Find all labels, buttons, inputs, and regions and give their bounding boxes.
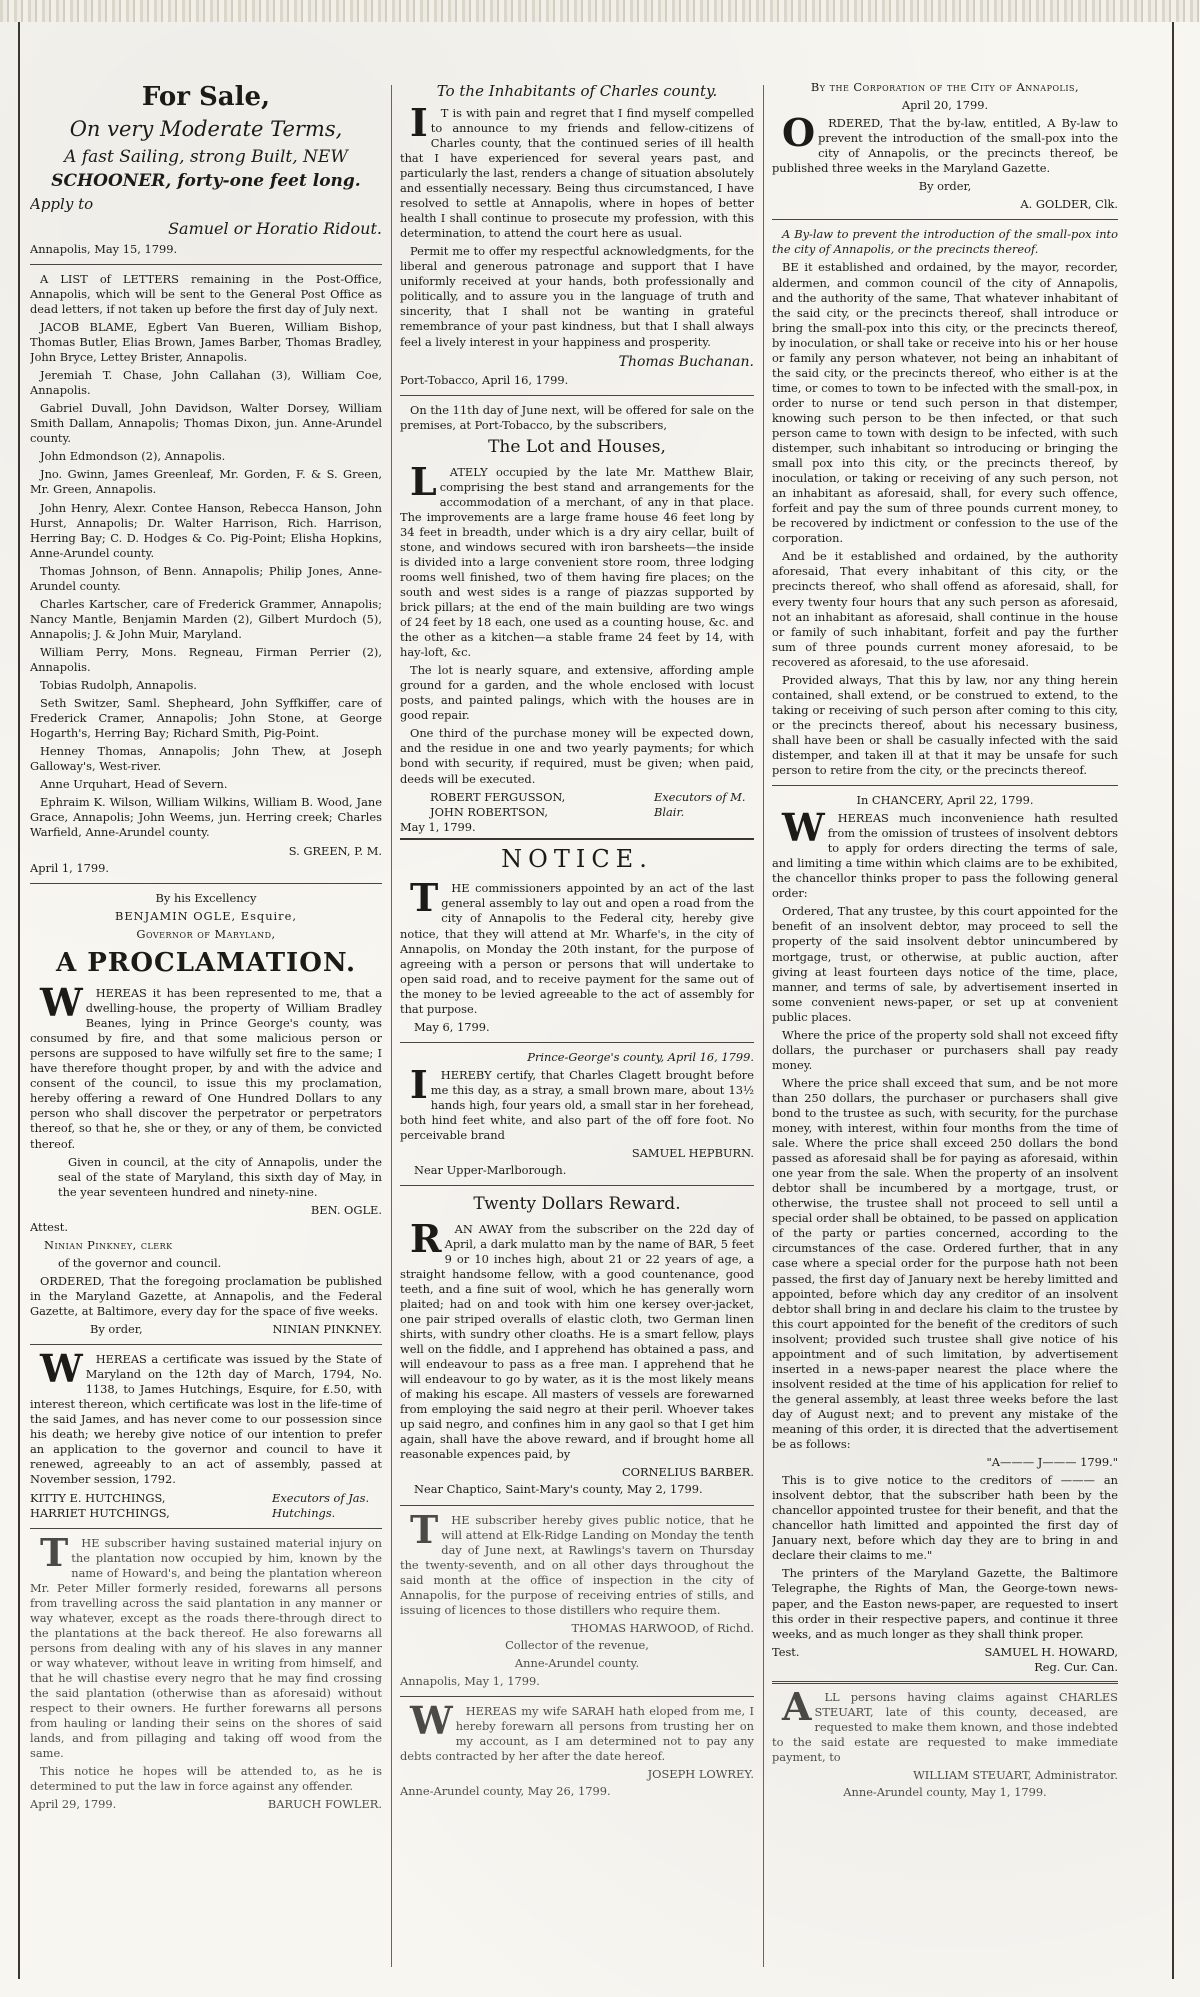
- steuart-notice: [772, 1683, 1118, 1800]
- reward-body: RAN AWAY from the subscriber on the 22d day of April, a dark mulatto man by the name of BAR, 5 feet 9 or 10 inches high, about 21 or 22 years of age, a straight handsome fellow, with a good countenance, good teeth, and a fine suit of wool, which he has generally worn plaited; had on and took with him one kersey over-jacket, one pair striped overalls of elastic cloth, two German linen shirts, with sundry other cloaths. He is a smart fellow, plays well on the fiddle, and I apprehend has obtained a pass, and will endeavour to pass as a free man. I apprehend that he will endeavour to go by water, as it is the most likely means of making his escape. All masters of vessels are forewarned from employing the said negro at their peril. Whoever takes up said negro, and confines him in any gaol so that I get him again, shall have the above reward, and if brought home all reasonable expences paid, by: [400, 1215, 754, 1462]
- lot-date: May 1, 1799.: [400, 819, 476, 834]
- buchanan-date: Port-Tobacco, April 16, 1799.: [400, 373, 569, 388]
- bylaw-section: And be it established and ordained, by the authority aforesaid, That every inhabitant of this city, or the precincts thereof, who shall offend as aforesaid, shall, for every twenty four hours that any such person as aforesaid, not an inhabitant as aforesaid, shall continue in the house or family of such inhabitant, forfeit and pay the further sum of three pounds current money aforesaid, to be recovered as aforesaid, to the use aforesaid.: [772, 549, 1118, 669]
- proclamation-clerk-role: of the governor and council.: [58, 1255, 222, 1270]
- chancery-paragraph: Where the price of the property sold shall not exceed fifty dollars, the purchaser or purchasers shall pay ready money.: [772, 1027, 1118, 1072]
- chancery-order: [772, 793, 1118, 1675]
- bylaw-title: A By-law to prevent the introduction of the small-pox into the city of Annapolis, or the precincts thereof.: [772, 227, 1118, 257]
- letters-entry: William Perry, Mons. Regneau, Firman Perrier (2), Annapolis.: [30, 644, 382, 674]
- letters-entry: JACOB BLAME, Egbert Van Bueren, William Bishop, Thomas Butler, Elias Brown, James Barber, Thomas Bradley, John Bryce, Lettey Brister, Annapolis.: [30, 320, 382, 365]
- proclamation-title: A PROCLAMATION.: [55, 947, 357, 978]
- corporation-heading: By the Corporation of the City of Annapolis,: [810, 80, 1080, 94]
- chancery-paragraph: Where the price shall exceed that sum, and be not more than 250 dollars, the purchaser or purchasers shall give bond to the trustee as such, with security, for the purchase money, with interest, within four months from the time of sale. Where the price shall exceed 250 dollars the bond passed as aforesaid shall be for paying as aforesaid, within one year from the sale. When the property of an insolvent debtor shall be incumbered by a mortgage, trust, or otherwise, the trustee shall not proceed to sell until a special order shall be obtained, to be passed on application of the party or parties concerned, according to the circumstances of the case. Ordered further, that in any case where a special order for the purpose hath not been passed, the first day of January next be hereby limitted and appointed, before which day any creditor of an insolvent debtor shall bring in and declare his claim to the trustee by this court appointed for the benefit of the creditors of such insolvent; provided such trustee shall give notice of his appointment and of such limitation, by advertisement inserted in a news-paper nearest the place where the insolvent resided at the time of his application for relief to the general assembly, at least three weeks before the last day of August next; and to prevent any mistake of the meaning of this order, it is directed that the advertisement be as follows:: [772, 1075, 1118, 1452]
- buchanan-heading: To the Inhabitants of Charles county.: [436, 82, 718, 100]
- buchanan-body: IT is with pain and regret that I find myself compelled to announce to my friends and fellow-citizens of Charles county, that the continued series of ill health that I have experienced for several years past, and particularly the last, renders a change of situation absolutely and essentially necessary. Being thus circumstanced, I have resolved to settle at Annapolis, where in hopes of better health I shall continue to prosecute my profession, with this determination, to attend the court here as usual.: [400, 99, 754, 241]
- for-sale-ad: [30, 80, 382, 257]
- harwood-signer: THOMAS HARWOOD, of Richd.: [571, 1620, 754, 1635]
- proclamation-body: WHEREAS it has been represented to me, that a dwelling-house, the property of William Bradley Beanes, lying in Prince George's county, was consumed by fire, and that some malicious person or persons are supposed to have wilfully set fire to the same; I have therefore thought proper, by and with the advice and consent of the council, to issue this my proclamation, hereby offering a reward of One Hundred Dollars to any person who shall discover the perpetrator or perpetrators thereof, so that he, she or they, or any of them, be convicted thereof.: [30, 980, 382, 1151]
- harwood-body: THE subscriber hereby gives public notice, that he will attend at Elk-Ridge Landing on Monday the tenth day of June next, at Rawlings's tavern on Thursday the twenty-seventh, and on all other days throughout the said month at the office of inspection in the city of Annapolis, for the purpose of receiving entries of stills, and issuing of licences to those distillers who require them.: [400, 1506, 754, 1617]
- chancery-body: WHEREAS much inconvenience hath resulted from the omission of trustees of insolvent debtors to apply for orders directing the terms of sale, and limiting a time within which claims are to be exhibited, the chancellor thinks proper to pass the following general order:: [772, 805, 1118, 901]
- hepburn-signer: SAMUEL HEPBURN.: [631, 1146, 754, 1161]
- hutchings-notice: [30, 1346, 382, 1521]
- letters-signer: S. GREEN, P. M.: [288, 843, 382, 858]
- chancery-role: Reg. Cur. Can.: [1034, 1659, 1118, 1674]
- steuart-signer: WILLIAM STEUART, Administrator.: [913, 1767, 1118, 1782]
- column-rule: [391, 85, 392, 1967]
- road-notice: [400, 838, 754, 1035]
- letters-entry: Seth Switzer, Saml. Shepheard, John Syffkiffer, care of Frederick Cramer, Annapolis; John Stone, at George Hogarth's, Herring Bay; Richard Smith, Pig-Point.: [30, 696, 382, 741]
- ad-schooner: SCHOONER, forty-one feet long.: [51, 171, 361, 192]
- chancery-form-body: This is to give notice to the creditors of ——— an insolvent debtor, that the subscriber hath been by the chancellor appointed trustee for their benefit, and that the chancellor hath limitted and appointed the first day of January next, before which day they are to bring in and declare their claims to me.": [772, 1473, 1118, 1563]
- proclamation-by-order: By order,: [90, 1322, 143, 1337]
- buchanan-body2: Permit me to offer my respectful acknowledgments, for the liberal and generous patronage and support that I have uniformly received at your hands, both professionally and politically, and to assure you in the language of truth and sincerity, that I shall not be wanting in grateful remembrance of your past kindness, but that I shall always feel a lively interest in your happiness and prosperity.: [400, 244, 754, 349]
- proclamation-ordered: ORDERED, That the foregoing proclamation be published in the Maryland Gazette, at Annapolis, and the Federal Gazette, at Baltimore, every day for the space of five weeks.: [30, 1273, 382, 1318]
- letters-entry: Charles Kartscher, care of Frederick Grammer, Annapolis; Nancy Mantle, Benjamin Marden (2), Gilbert Murdoch (5), Annapolis; J. & John Muir, Maryland.: [30, 596, 382, 641]
- chancery-ordered: Ordered, That any trustee, by this court appointed for the benefit of an insolvent debtor, may proceed to sell the property of the said insolvent debtor unincumbered by mortgage, trust, or otherwise, at public auction, after giving at least fourteen days notice of the time, place, manner, and terms of sale, by advertisement inserted in some convenient news-paper, or set up at convenient public places.: [772, 904, 1118, 1024]
- hepburn-dateline: Prince-George's county, April 16, 1799.: [527, 1049, 754, 1064]
- proclamation-clerk: Ninian Pinkney, clerk: [44, 1237, 173, 1252]
- ad-terms: On very Moderate Terms,: [69, 117, 343, 142]
- hepburn-notice: [400, 1050, 754, 1178]
- lot-body: LATELY occupied by the late Mr. Matthew Blair, comprising the best stand and arrangements for the accommodation of a merchant, of any in that place. The improvements are a large frame house 46 feet long by 34 feet in breadth, under which is a dry airy cellar, built of stone, and windows secured with iron barsheets—the inside is divided into a large convenient store room, three lodging rooms well finished, two of them having fire places; on the south and west sides is a range of piazzas supported by brick pillars; at the end of the main building are two wings of 24 feet by 18 each, one used as a counting house, &c. and the other as a kitchen—a stable frame 24 feet by 14, with hay-loft, &c.: [400, 458, 754, 660]
- lowrey-body: WHEREAS my wife SARAH hath eloped from me, I hereby forewarn all persons from trusting her on my account, as I am determined not to pay any debts contracted by her after the date hereof.: [400, 1698, 754, 1764]
- column-left: [30, 80, 382, 1967]
- lot-body2: The lot is nearly square, and extensive, affording ample ground for a garden, and the whole enclosed with locust posts, and painted palings, which with the houses are in good repair.: [400, 663, 754, 723]
- letters-entry: Henney Thomas, Annapolis; John Thew, at Joseph Galloway's, West-river.: [30, 744, 382, 774]
- lowrey-date: Anne-Arundel county, May 26, 1799.: [400, 1784, 611, 1799]
- lot-intro: On the 11th day of June next, will be offered for sale on the premises, at Port-Tobacco, by the subscribers,: [400, 403, 754, 433]
- proclamation-given: Given in council, at the city of Annapolis, under the seal of the state of Maryland, this sixth day of May, in the year seventeen hundred and ninety-nine.: [58, 1154, 382, 1199]
- harwood-county: Anne-Arundel county.: [514, 1655, 640, 1670]
- letters-entry: John Edmondson (2), Annapolis.: [40, 449, 226, 464]
- proclamation-signer: BEN. OGLE.: [310, 1202, 382, 1217]
- fowler-body: THE subscriber having sustained material injury on the plantation now occupied by him, known by the name of Howard's, and being the plantation whereon Mr. Peter Miller formerly resided, forewarns all persons from travelling across the said plantation in any manner or way whatever, except as the roads there-through direct to the plantations at the back thereof. He also forewarns all persons from dealing with any of his slaves in any manner or way whatever, without leave in writing from himself, and that he will chastise every negro that he may find crossing the said plantation (otherwise than as aforesaid) without respect to their owners. He further forewarns all persons from hauling or landing their seins on the shores of said lands, and from pillaging and taking off wood from the same.: [30, 1529, 382, 1761]
- ad-names: Samuel or Horatio Ridout.: [168, 218, 382, 238]
- corporation-body: ORDERED, That the by-law, entitled, A By-law to prevent the introduction of the small-pox into the city of Annapolis, or the precincts thereof, be published three weeks in the Maryland Gazette.: [772, 110, 1118, 176]
- bylaw-section: Provided always, That this by law, nor any thing herein contained, shall extend, or be construed to extend, to the taking or receiving of such person after coming to this city, or the precincts thereof, about his necessary business, shall have been or shall be casually infected with the said distemper, and taken ill at that it may be unsafe for such person to retire from the city, or the precincts thereof.: [772, 672, 1118, 778]
- hutchings-signer: HARRIET HUTCHINGS,: [30, 1505, 170, 1520]
- buchanan-signer: Thomas Buchanan.: [618, 353, 754, 370]
- letters-entry: Thomas Johnson, of Benn. Annapolis; Philip Jones, Anne-Arundel county.: [30, 563, 382, 593]
- letters-intro: A LIST of LETTERS remaining in the Post-Office, Annapolis, which will be sent to the General Post Office as dead letters, if not taken up before the first day of July next.: [30, 271, 382, 316]
- scan-edge: [0, 0, 1200, 22]
- proclamation-by: By his Excellency: [155, 890, 257, 905]
- letters-date: April 1, 1799.: [30, 860, 109, 875]
- proclamation-name: BENJAMIN OGLE, Esquire,: [115, 908, 297, 923]
- proclamation-office: Governor of Maryland,: [136, 926, 276, 941]
- chancery-signer: SAMUEL H. HOWARD,: [984, 1644, 1118, 1659]
- buchanan-notice: [400, 82, 754, 388]
- lot-signer: JOHN ROBERTSON,: [430, 804, 548, 819]
- lowrey-signer: JOSEPH LOWREY.: [647, 1767, 754, 1782]
- reward-title: Twenty Dollars Reward.: [473, 1194, 681, 1215]
- hepburn-place: Near Upper-Marlborough.: [414, 1163, 567, 1178]
- notice-title: NOTICE.: [400, 838, 754, 876]
- harwood-notice: [400, 1506, 754, 1690]
- ad-apply: Apply to: [30, 194, 94, 213]
- ad-dateline: Annapolis, May 15, 1799.: [30, 241, 178, 256]
- corporation-signer: A. GOLDER, Clk.: [1020, 197, 1118, 212]
- harwood-date: Annapolis, May 1, 1799.: [400, 1673, 540, 1688]
- letters-entry: Anne Urquhart, Head of Severn.: [40, 777, 228, 792]
- lot-body3: One third of the purchase money will be expected down, and the residue in one and two yearly payments; for which bond with security, if required, must be given; when paid, deeds will be executed.: [400, 726, 754, 786]
- corporation-bylaw: [772, 80, 1118, 778]
- letters-entry: John Henry, Alexr. Contee Hanson, Rebecca Hanson, John Hurst, Annapolis; Dr. Walter Harrison, Rich. Harrison, Herring Bay; C. D. Hodges & Co. Pig-Point; Elisha Hopkins, Anne-Arundel county.: [30, 500, 382, 560]
- reward-notice: [400, 1193, 754, 1497]
- harwood-role: Collector of the revenue,: [505, 1637, 649, 1652]
- corporation-by-order: By order,: [918, 179, 972, 194]
- letters-entry: Jno. Gwinn, James Greenleaf, Mr. Gorden, F. & S. Green, Mr. Green, Annapolis.: [30, 467, 382, 497]
- proclamation-order-signer: NINIAN PINKNEY.: [272, 1322, 382, 1337]
- chancery-form-date: "A——— J——— 1799.": [986, 1455, 1118, 1470]
- hutchings-role: Executors of Jas. Hutchings.: [272, 1490, 370, 1520]
- fowler-signer: BARUCH FOWLER.: [267, 1797, 382, 1812]
- notice-body: THE commissioners appointed by an act of the last general assembly to lay out and open a road from the city of Annapolis to the Federal city, hereby give notice, that they will attend at Mr. Wharfe's, in the city of Annapolis, on Monday the 20th instant, for the purpose of agreeing with a person or persons that will undertake to open said road, and to receive payment for the same out of the money to be levied agreeable to the act of assembly for that purpose.: [400, 875, 754, 1016]
- corporation-date: April 20, 1799.: [901, 98, 989, 113]
- chancery-printers: The printers of the Maryland Gazette, the Baltimore Telegraphe, the Rights of Man, the George-town news-paper, and the Easton news-paper, are requested to insert this order in their respective papers, and continue it three weeks, and as much longer as they shall think proper.: [772, 1566, 1118, 1641]
- letters-entry: Ephraim K. Wilson, William Wilkins, William B. Wood, Jane Grace, Annapolis; John Weems, jun. Herring creek; Charles Warfield, Anne-Arundel county.: [30, 795, 382, 840]
- lot-sale: [400, 403, 754, 835]
- ad-description: A fast Sailing, strong Built, NEW: [64, 147, 348, 168]
- reward-place: Near Chaptico, Saint-Mary's county, May 2, 1799.: [414, 1482, 703, 1497]
- fowler-notice: [30, 1529, 382, 1813]
- lot-title: The Lot and Houses,: [488, 437, 666, 458]
- letters-entry: Tobias Rudolph, Annapolis.: [40, 678, 197, 693]
- hutchings-body: WHEREAS a certificate was issued by the State of Maryland on the 12th day of March, 1794, No. 1138, to James Hutchings, Esquire, for £.50, with interest thereon, which certificate was lost in the life-time of the said James, and has never come to our possession since his death; we hereby give notice of our intention to prefer an application to the governor and council to have it renewed, agreeably to an act of assembly, passed at November session, 1792.: [30, 1346, 382, 1487]
- chancery-test: Test.: [772, 1644, 800, 1659]
- notice-date: May 6, 1799.: [414, 1019, 490, 1034]
- fowler-date: April 29, 1799.: [30, 1797, 117, 1812]
- chancery-heading: In CHANCERY, April 22, 1799.: [856, 793, 1034, 808]
- lowrey-notice: [400, 1698, 754, 1799]
- hutchings-signer: KITTY E. HUTCHINGS,: [30, 1490, 166, 1505]
- column-middle: [400, 80, 754, 1967]
- lot-role: Executors of M. Blair.: [654, 789, 746, 819]
- lot-signer: ROBERT FERGUSSON,: [430, 789, 566, 804]
- letters-entry: Gabriel Duvall, John Davidson, Walter Dorsey, William Smith Dallam, Annapolis; Thomas Dixon, jun. Anne-Arundel county.: [30, 401, 382, 446]
- ad-title: For Sale,: [141, 82, 271, 112]
- reward-signer: CORNELIUS BARBER.: [621, 1465, 754, 1480]
- column-rule: [763, 85, 764, 1967]
- hepburn-body: IHEREBY certify, that Charles Clagett brought before me this day, as a stray, a small brown mare, about 13½ hands high, four years old, a small star in her forehead, both hind feet white, and also part of the off fore foot. No perceivable brand: [400, 1061, 754, 1143]
- steuart-date: Anne-Arundel county, May 1, 1799.: [843, 1785, 1047, 1800]
- bylaw-section: BE it established and ordained, by the mayor, recorder, aldermen, and common council of the city of Annapolis, and the authority of the same, That whatever inhabitant of the said city, or the precincts thereof, shall introduce or bring the small-pox into this city, or the precincts thereof, by inoculation, or shall take or receive into his or her house or family any person whatever, not being an inhabitant of the said city, or the precincts thereof, who either is at the time, or comes to town to be infected with the small-pox, in order to nurse or tend such person in that distemper, knowing such person to be then infected, or that such person came to town with design to be infected, with such distemper, such inhabitant so introducing or bringing the small pox into this city, or the precincts thereof, by inoculation, or taking or receiving of any such person, not an inhabitant as aforesaid, shall, for every such offence, forfeit and pay the sum of three pounds current money, to be recovered by indictment or confession to the use of the corporation.: [772, 260, 1118, 546]
- letters-entry: Jeremiah T. Chase, John Callahan (3), William Coe, Annapolis.: [30, 368, 382, 398]
- letters-list: [30, 272, 382, 876]
- column-right: [772, 80, 1118, 1967]
- steuart-body: ALL persons having claims against CHARLES STEUART, late of this county, deceased, are requested to make them known, and those indebted to the said estate are requested to make immediate payment, to: [772, 1683, 1118, 1764]
- proclamation: [30, 891, 382, 1337]
- fowler-closing: This notice he hopes will be attended to, as he is determined to put the law in force against any offender.: [30, 1764, 382, 1794]
- proclamation-attest: Attest.: [30, 1219, 68, 1234]
